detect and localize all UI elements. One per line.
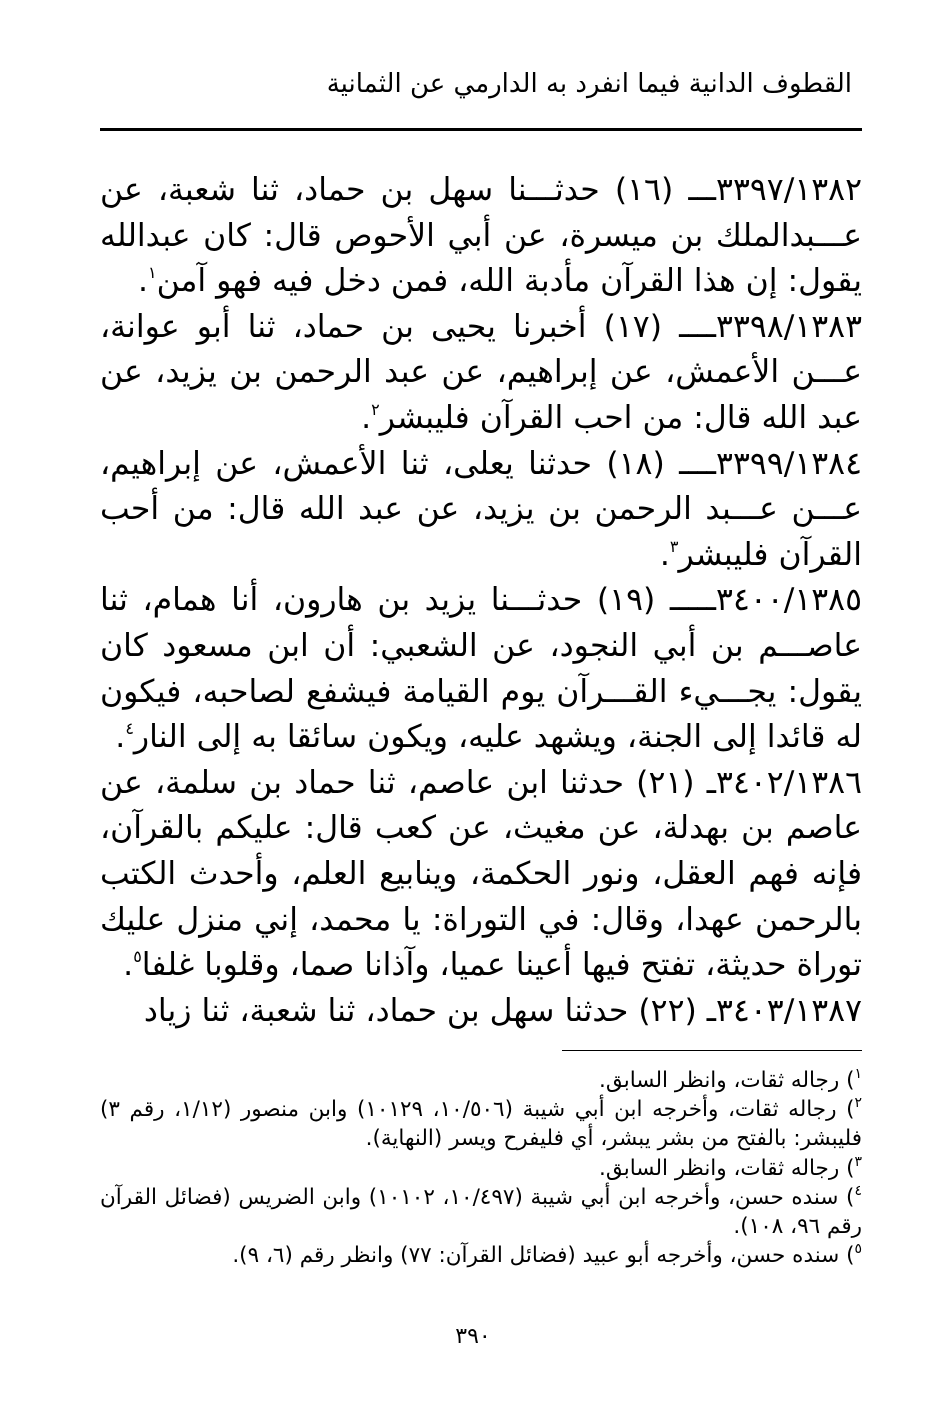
footnotes [100,1066,862,1270]
footnote-reference[interactable]: ٤ [125,719,134,739]
hadith-number: ٣٤٠٢/١٣٨٦ـ (٢١) [636,764,862,801]
footnote-mark: ٥ [854,1241,862,1258]
footnote-reference[interactable]: ١ [147,263,157,283]
hadith-entry [100,761,862,989]
footnote-text: سنده حسن، وأخرجه ابن أبي شيبة (١٠/٤٩٧، ١٠١٠٢) وابن الضريس (فضائل القرآن رقم ٩٦، ١٠٨). [100,1184,862,1240]
footnote-mark: ٢ [854,1095,862,1112]
footnote: $^٤$) سنده حسن، وأخرجه ابن أبي شيبة (١٠/٤٩٧، ١٠١٠٢) وابن الضريس (فضائل القرآن رقم ٩٦، ١٠٨). [100,1182,862,1240]
hadith-list [100,168,862,1034]
hadith-entry [100,989,862,1035]
footnote-reference[interactable]: ٢ [371,399,380,419]
footnote-mark: ٣ [854,1153,862,1170]
footnote-text: رجاله ثقات، وانظر السابق. [598,1068,840,1093]
hadith-number: ٣٣٩٧/١٣٨٢ـــ (١٦) [614,172,862,208]
hadith-text: حدثنا ابن عاصم، ثنا حماد بن سلمة، عن عاصم بن بهدلة، عن مغيث، عن كعب قال: عليكم بالقرآن، فإنه فهم العقل، ونور الحكمة، وينابيع العلم، وأحدث الكتب بالرحمن عهدا، وقال: في التوراة: يا محمد، إني منزل عليك توراة حديثة، تفتح فيها أعينا عميا، وآذانا صما، وقلوبا غلفا [100,764,862,984]
page-number: ٣٩٠ [455,1324,491,1349]
footnote: $^١$) رجاله ثقات، وانظر السابق. [598,1066,862,1093]
footnote-text: رجاله ثقات، وانظر السابق. [598,1155,840,1181]
hadith-number: ٣٤٠٠/١٣٨٥ـــــ (١٩) [596,582,863,619]
hadith-entry [100,305,862,442]
hadith-number: ٣٣٩٨/١٣٨٣ــــ (١٧) [603,308,862,345]
footnote-mark: ٤ [854,1182,862,1199]
footnote-separator [562,1050,862,1051]
hadith-number: ٣٣٩٩/١٣٨٤ــــ (١٨) [606,445,862,482]
footnote-text: رجاله ثقات، وأخرجه ابن أبي شيبة (١٠/٥٠٦، ١٠١٢٩) وابن منصور (١/١٢، رقم ٣) فليبشر: بالفتح من بشر يبشر، أي فليفرح ويسر (النهاية). [100,1097,862,1152]
hadith-end: . [137,263,148,300]
header-rule [100,128,862,131]
footnote: $^٢$) رجاله ثقات، وأخرجه ابن أبي شيبة (١٠/٥٠٦، ١٠١٢٩) وابن منصور (١/١٢، رقم ٣) فليبشر: بالفتح من بشر يبشر، أي فليفرح ويسر (النهاية). [100,1095,862,1152]
hadith-entry [100,578,862,760]
hadith-text: حدثـــنا سهل بن حماد، ثنا شعبة، عن عـــبدالملك بن ميسرة، عن أبي الأحوص قال: كان عبدالله يقول: إن هذا القرآن مأدبة الله، فمن دخل فيه فهو آمن [100,172,862,300]
hadith-text: حدثـــنا يزيد بن هارون، أنا همام، ثنا عاصـــم بن أبي النجود، عن الشعبي: أن ابن مسعود كان يقول: يجـــيء القـــرآن يوم القيامة فيشفع لصاحبه، فيكون له قائدا إلى الجنة، ويشهد عليه، ويكون سائقا به إلى النار [100,582,862,756]
hadith-end: . [659,536,670,573]
footnote-reference[interactable]: ٣ [669,536,679,556]
hadith-entry [100,168,862,305]
hadith-end: . [115,719,126,756]
hadith-entry [100,442,862,579]
footnote: $^٣$) رجاله ثقات، وانظر السابق. [598,1153,862,1181]
footnote-mark: ١ [854,1066,862,1082]
footnote: $^٥$) سنده حسن، وأخرجه أبو عبيد (فضائل القرآن: ٧٧) وانظر رقم (٦، ٩). [232,1241,862,1269]
footnote-text: سنده حسن، وأخرجه أبو عبيد (فضائل القرآن: ٧٧) وانظر رقم (٦، ٩). [232,1243,840,1269]
hadith-end: . [123,947,134,984]
running-title: القطوف الدانية فيما انفرد به الدارمي عن الثمانية [326,69,852,99]
footnote-reference[interactable]: ٥ [133,947,142,967]
hadith-text: حدثنا يعلى، ثنا الأعمش، عن إبراهيم، عـــن عـــبد الرحمن بن يزيد، عن عبد الله قال: من أحب القرآن فليبشر [100,445,862,573]
hadith-number: ٣٤٠٣/١٣٨٧ـ (٢٢) [638,992,862,1029]
hadith-text: حدثنا سهل بن حماد، ثنا شعبة، ثنا زياد [143,992,629,1029]
hadith-text: أخبرنا يحيى بن حماد، ثنا أبو عوانة، عـــن الأعمش، عن إبراهيم، عن عبد الرحمن بن يزيد، عن عبد الله قال: من احب القرآن فليبشر [100,308,862,436]
hadith-end: . [361,399,372,436]
